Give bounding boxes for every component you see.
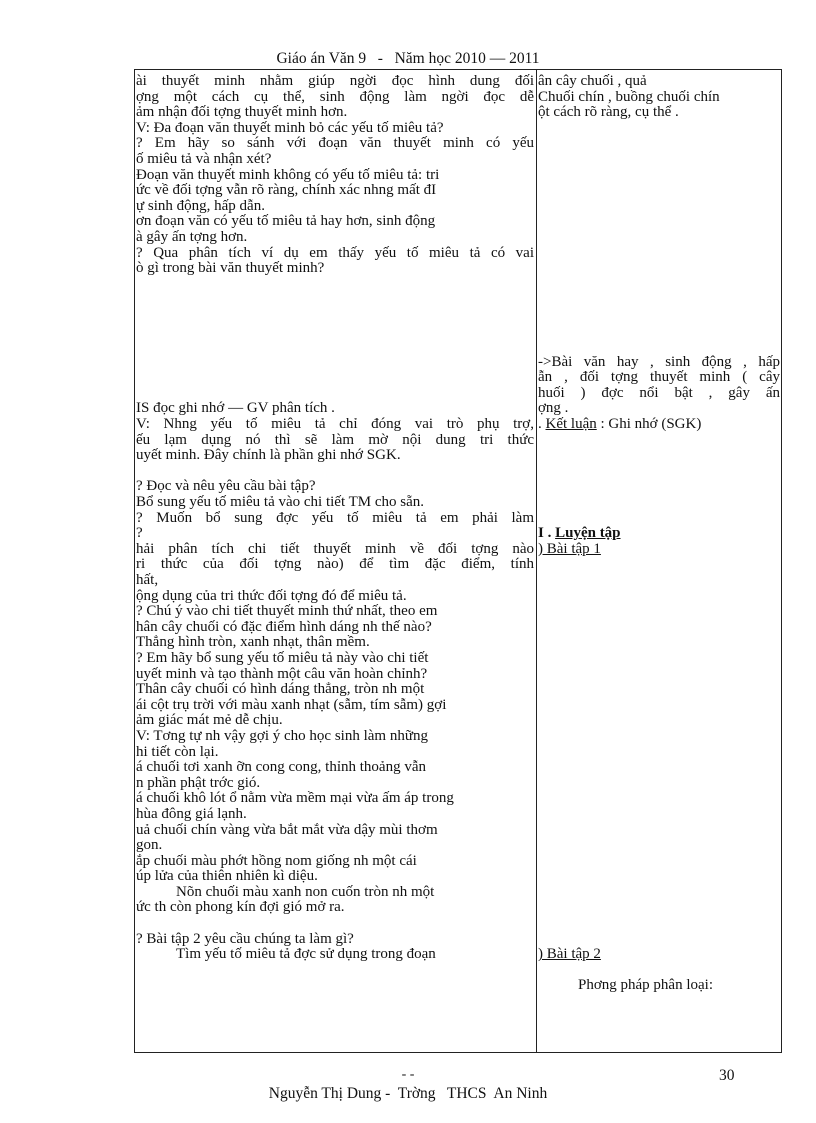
blank-line: [538, 729, 780, 745]
blank-line: [136, 355, 534, 371]
lesson-content-column: [538, 74, 780, 1051]
blank-line: [538, 932, 780, 948]
exercise-2-heading: ) Bài tập 2: [538, 946, 601, 963]
text-line: ố miêu tả và nhận xét?: [136, 150, 272, 167]
blank-line: [538, 916, 780, 932]
blank-line: [538, 745, 780, 761]
blank-line: [538, 651, 780, 667]
text-line: ảm giác mát mẻ dễ chịu.: [136, 712, 283, 729]
text-line: ân cây chuối , quả: [538, 74, 647, 89]
text-line: Đoạn văn thuyết minh không có yếu tố miêu tả: tri: [136, 166, 440, 183]
blank-line: [538, 776, 780, 792]
text-line: à gây ấn tợng hơn.: [136, 228, 248, 245]
blank-line: [538, 573, 780, 589]
practice-prefix: I .: [538, 525, 556, 542]
blank-line: [538, 620, 780, 636]
text-line: ? Đọc và nêu yêu cầu bài tập?: [136, 478, 316, 495]
text-line: ? Qua phân tích ví dụ em thấy yếu tố miêu tả có vai: [136, 245, 534, 261]
blank-line: [538, 604, 780, 620]
blank-line: [538, 121, 780, 137]
text-line: n phần phật trớc gió.: [136, 774, 261, 791]
text-line: ? Em hãy bổ sung yếu tố miêu tả này vào chi tiết: [136, 649, 429, 666]
blank-line: [136, 916, 534, 932]
blank-line: [136, 277, 534, 293]
blank-line: [538, 713, 780, 729]
text-line: Phơng pháp phân loại:: [578, 977, 713, 994]
text-line: uả chuối chín vàng vừa bắt mắt vừa dậy mùi thơm: [136, 821, 438, 838]
text-line: ẫn , đối tợng thuyết minh ( cây: [538, 370, 780, 386]
blank-line: [538, 261, 780, 277]
blank-line: [538, 230, 780, 246]
text-line: Thẳng hình tròn, xanh nhạt, thân mềm.: [136, 634, 370, 651]
blank-line: [538, 807, 780, 823]
text-line: ? Em hãy so sánh với đoạn văn thuyết minh có yếu: [136, 136, 534, 152]
text-line: huối ) đợc nổi bật , gây ấn: [538, 385, 780, 401]
conclusion-line: [538, 417, 780, 433]
text-line: hùa đông giá lạnh.: [136, 805, 247, 822]
text-line: IS đọc ghi nhớ — GV phân tích .: [136, 400, 335, 417]
teacher-student-activities-column: [136, 74, 534, 1051]
blank-line: [538, 854, 780, 870]
blank-line: [538, 433, 780, 449]
blank-line: [538, 339, 780, 355]
blank-line: [538, 791, 780, 807]
text-line: ợng một cách cụ thể, sinh động làm ngời đọc dễ: [136, 89, 534, 105]
text-line: uyết minh. Đây chính là phần ghi nhớ SGK.: [136, 447, 401, 464]
blank-line: [538, 168, 780, 184]
page-number: 30: [719, 1067, 735, 1084]
blank-line: [538, 183, 780, 199]
column-divider: [536, 69, 537, 1053]
text-line: úp lửa của thiên nhiên kì diệu.: [136, 868, 318, 885]
text-line: gon.: [136, 837, 163, 854]
blank-line: [538, 963, 780, 979]
text-line: V: Nhng yếu tố miêu tả chỉ đóng vai trò phụ trợ,: [136, 417, 534, 433]
text-line: Chuối chín , buồng chuối chín: [538, 88, 720, 105]
blank-line: [538, 277, 780, 293]
text-line: ->Bài văn hay , sinh động , hấp: [538, 354, 780, 370]
blank-line: [538, 152, 780, 168]
text-line: ảm nhận đối tợng thuyết minh hơn.: [136, 104, 348, 121]
blank-line: [538, 885, 780, 901]
blank-line: [538, 838, 780, 854]
practice-heading-line: [538, 526, 780, 542]
blank-line: [538, 760, 780, 776]
blank-line: [136, 339, 534, 355]
blank-line: [538, 589, 780, 605]
text-line: V: Tơng tự nh vậy gợi ý cho học sinh làm những: [136, 727, 428, 744]
text-line: ếu lạm dụng nó thì sẽ làm mờ nội dung tri thức: [136, 432, 534, 448]
text-line: á chuối tơi xanh ỡn cong cong, thỉnh thoảng vẫn: [136, 759, 426, 776]
text-line: ơn đoạn văn có yếu tố miêu tả hay hơn, sinh động: [136, 213, 436, 230]
blank-line: [538, 635, 780, 651]
blank-line: [538, 557, 780, 573]
text-line: ? Muốn bổ sung đợc yếu tố miêu tả em phải làm: [136, 510, 534, 526]
footer-dash: - -: [401, 1067, 415, 1082]
blank-line: [136, 464, 534, 480]
blank-line: [538, 511, 780, 527]
text-line: uyết minh và tạo thành một câu văn hoàn chỉnh?: [136, 665, 428, 682]
conclusion-text: : Ghi nhớ (SGK): [596, 416, 702, 433]
text-line: ò gì trong bài văn thuyết minh?: [136, 260, 325, 277]
blank-line: [538, 246, 780, 262]
blank-line: [538, 900, 780, 916]
text-line: hất,: [136, 572, 159, 588]
blank-line: [538, 682, 780, 698]
text-line: ắp chuối màu phớt hồng nom giống nh một cái: [136, 852, 417, 869]
blank-line: [538, 136, 780, 152]
blank-line: [136, 308, 534, 324]
blank-line: [538, 448, 780, 464]
blank-line: [136, 292, 534, 308]
exercise-1-heading: ) Bài tập 1: [538, 540, 601, 557]
document-footer: Nguyễn Thị Dung - Trờng THCS An Ninh: [268, 1085, 548, 1102]
text-line: ài thuyết minh nhằm giúp ngời đọc hình dung đối: [136, 74, 534, 89]
blank-line: [538, 308, 780, 324]
text-line: Bổ sung yếu tố miêu tả vào chi tiết TM cho sẵn.: [136, 494, 425, 511]
blank-line: [538, 324, 780, 340]
document-header: Giáo án Văn 9 - Năm học 2010 — 2011: [276, 50, 540, 67]
text-line: ? Chú ý vào chi tiết thuyết minh thứ nhất, theo em: [136, 603, 438, 620]
text-line: ái cột trụ trời với màu xanh nhạt (sẫm, tím sẫm) gợi: [136, 696, 447, 713]
blank-line: [538, 823, 780, 839]
blank-line: [538, 464, 780, 480]
blank-line: [136, 370, 534, 386]
blank-line: [538, 869, 780, 885]
blank-line: [538, 667, 780, 683]
blank-line: [136, 324, 534, 340]
blank-line: [538, 214, 780, 230]
text-line: ức về đối tợng vẫn rõ ràng, chính xác nhng mất đI: [136, 182, 437, 199]
text-line: V: Đa đoạn văn thuyết minh bỏ các yếu tố miêu tả?: [136, 119, 444, 136]
text-line: á chuối khô lót ổ nằm vừa mềm mại vừa ấm áp trong: [136, 790, 454, 807]
text-line: ?: [136, 525, 143, 542]
text-line: hi tiết còn lại.: [136, 743, 219, 760]
practice-heading: Luyện tập: [555, 525, 621, 542]
text-line: ợng .: [538, 400, 569, 417]
text-line: Nõn chuối màu xanh non cuốn tròn nh một: [176, 883, 435, 900]
blank-line: [538, 479, 780, 495]
text-line: ? Bài tập 2 yêu cầu chúng ta làm gì?: [136, 930, 354, 947]
text-line: Thân cây chuối có hình dáng thẳng, tròn nh một: [136, 681, 425, 698]
text-line: hân cây chuối có đặc điểm hình dáng nh thế nào?: [136, 618, 432, 635]
blank-line: [538, 495, 780, 511]
blank-line: [538, 698, 780, 714]
conclusion-prefix: .: [538, 416, 546, 433]
text-line: ột cách rõ ràng, cụ thể .: [538, 104, 679, 121]
text-line: ộng dụng của tri thức đối tợng đó để miêu tả.: [136, 587, 407, 604]
text-line: ức th còn phong kín đợi gió mở ra.: [136, 899, 345, 916]
blank-line: [538, 199, 780, 215]
text-line: hải phân tích chi tiết thuyết minh về đối tợng nào: [136, 541, 534, 557]
text-line: ri thức của đối tợng nào) để tìm đặc điểm, tính: [136, 557, 534, 573]
blank-line: [136, 386, 534, 402]
blank-line: [538, 292, 780, 308]
conclusion-label: Kết luận: [545, 416, 597, 433]
text-line: ự sinh động, hấp dẫn.: [136, 197, 265, 214]
text-line: Tìm yếu tố miêu tả đợc sử dụng trong đoạn: [176, 946, 436, 963]
